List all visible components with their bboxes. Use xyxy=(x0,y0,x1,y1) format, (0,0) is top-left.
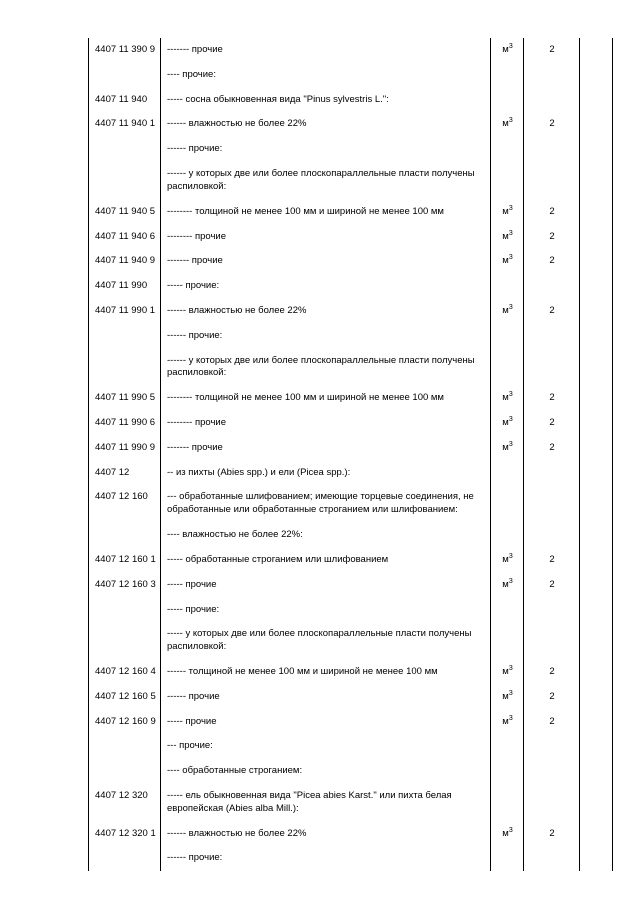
tariff-extra-cell xyxy=(580,137,613,162)
table-row xyxy=(89,759,613,784)
tariff-rate-cell xyxy=(524,274,580,299)
tariff-description-cell: ------ прочие: xyxy=(161,137,491,162)
unit-superscript: 3 xyxy=(508,577,513,585)
tariff-unit-cell xyxy=(491,846,524,871)
tariff-rate-cell: 2 xyxy=(524,822,580,847)
tariff-code-cell: 4407 11 990 9 xyxy=(89,436,161,461)
tariff-rate-cell xyxy=(524,461,580,486)
tariff-code-cell: 4407 11 940 5 xyxy=(89,200,161,225)
tariff-extra-cell xyxy=(580,436,613,461)
tariff-description-cell: ---- обработанные строганием: xyxy=(161,759,491,784)
tariff-extra-cell xyxy=(580,784,613,822)
table-row xyxy=(89,548,613,573)
tariff-description-cell: ------ прочие: xyxy=(161,846,491,871)
tariff-rate-cell: 2 xyxy=(524,249,580,274)
tariff-description-cell: -- из пихты (Abies spp.) и ели (Picea spp.): xyxy=(161,461,491,486)
table-row xyxy=(89,436,613,461)
tariff-unit-cell xyxy=(491,162,524,200)
unit-superscript: 3 xyxy=(508,440,513,448)
tariff-unit-cell: $м^3$ xyxy=(491,822,524,847)
tariff-code-cell: 4407 11 940 1 xyxy=(89,112,161,137)
tariff-description-cell: ------ толщиной не менее 100 мм и шириной не менее 100 мм xyxy=(161,660,491,685)
tariff-code-cell: 4407 12 160 3 xyxy=(89,573,161,598)
tariff-rate-cell: 2 xyxy=(524,38,580,63)
table-row xyxy=(89,112,613,137)
unit-superscript: 3 xyxy=(508,689,513,697)
tariff-unit-cell: $м^3$ xyxy=(491,299,524,324)
table-row xyxy=(89,349,613,387)
table-row xyxy=(89,784,613,822)
tariff-rate-cell xyxy=(524,734,580,759)
tariff-description-cell: -------- прочие xyxy=(161,411,491,436)
tariff-description-cell: --- прочие: xyxy=(161,734,491,759)
tariff-rate-cell xyxy=(524,349,580,387)
tariff-code-cell: 4407 11 990 xyxy=(89,274,161,299)
tariff-extra-cell xyxy=(580,573,613,598)
tariff-description-cell: ------ влажностью не более 22% xyxy=(161,112,491,137)
tariff-unit-cell xyxy=(491,324,524,349)
tariff-description-cell: ------ влажностью не более 22% xyxy=(161,299,491,324)
tariff-extra-cell xyxy=(580,461,613,486)
tariff-code-cell xyxy=(89,162,161,200)
tariff-code-cell: 4407 11 990 5 xyxy=(89,386,161,411)
tariff-code-cell xyxy=(89,846,161,871)
tariff-rate-cell xyxy=(524,162,580,200)
unit-superscript: 3 xyxy=(508,229,513,237)
unit-superscript: 3 xyxy=(508,552,513,560)
unit-superscript: 3 xyxy=(508,117,513,125)
tariff-unit-cell xyxy=(491,461,524,486)
tariff-extra-cell xyxy=(580,88,613,113)
tariff-extra-cell xyxy=(580,548,613,573)
tariff-unit-cell xyxy=(491,349,524,387)
tariff-rate-cell xyxy=(524,598,580,623)
tariff-extra-cell xyxy=(580,386,613,411)
tariff-unit-cell xyxy=(491,63,524,88)
tariff-rate-cell xyxy=(524,523,580,548)
tariff-unit-cell xyxy=(491,274,524,299)
tariff-rate-cell: 2 xyxy=(524,411,580,436)
table-row xyxy=(89,386,613,411)
tariff-extra-cell xyxy=(580,710,613,735)
tariff-extra-cell xyxy=(580,734,613,759)
tariff-description-cell: --- обработанные шлифованием; имеющие торцевые соединения, не обработанные или обработанные строганием или шлифованием: xyxy=(161,485,491,523)
tariff-unit-cell: $м^3$ xyxy=(491,112,524,137)
tariff-description-cell: ---- прочие: xyxy=(161,63,491,88)
tariff-rate-cell: 2 xyxy=(524,200,580,225)
tariff-rate-cell: 2 xyxy=(524,436,580,461)
tariff-unit-cell: $м^3$ xyxy=(491,411,524,436)
tariff-rate-cell xyxy=(524,63,580,88)
tariff-code-cell: 4407 12 160 4 xyxy=(89,660,161,685)
unit-superscript: 3 xyxy=(508,664,513,672)
tariff-extra-cell xyxy=(580,598,613,623)
tariff-code-cell: 4407 12 xyxy=(89,461,161,486)
tariff-extra-cell xyxy=(580,822,613,847)
tariff-description-cell: ----- прочие: xyxy=(161,274,491,299)
unit-superscript: 3 xyxy=(508,42,513,50)
tariff-code-cell: 4407 11 940 9 xyxy=(89,249,161,274)
unit-superscript: 3 xyxy=(508,204,513,212)
tariff-unit-cell: $м^3$ xyxy=(491,225,524,250)
tariff-description-cell: ----- сосна обыкновенная вида "Pinus sylvestris L.": xyxy=(161,88,491,113)
tariff-description-cell: ----- прочие xyxy=(161,710,491,735)
table-row xyxy=(89,822,613,847)
tariff-description-cell: ------- прочие xyxy=(161,38,491,63)
tariff-description-cell: -------- толщиной не менее 100 мм и шириной не менее 100 мм xyxy=(161,200,491,225)
tariff-description-cell: ---- влажностью не более 22%: xyxy=(161,523,491,548)
tariff-code-cell: 4407 12 160 xyxy=(89,485,161,523)
tariff-code-cell: 4407 12 160 1 xyxy=(89,548,161,573)
tariff-code-cell: 4407 11 940 6 xyxy=(89,225,161,250)
table-row xyxy=(89,734,613,759)
tariff-code-cell: 4407 11 990 1 xyxy=(89,299,161,324)
tariff-code-cell xyxy=(89,137,161,162)
tariff-unit-cell xyxy=(491,88,524,113)
tariff-unit-cell: $м^3$ xyxy=(491,249,524,274)
tariff-description-cell: ------- прочие xyxy=(161,436,491,461)
unit-superscript: 3 xyxy=(508,303,513,311)
table-row xyxy=(89,63,613,88)
tariff-unit-cell xyxy=(491,137,524,162)
table-row xyxy=(89,200,613,225)
tariff-extra-cell xyxy=(580,349,613,387)
table-row xyxy=(89,162,613,200)
tariff-description-cell: ----- обработанные строганием или шлифованием xyxy=(161,548,491,573)
tariff-unit-cell xyxy=(491,784,524,822)
tariff-code-cell xyxy=(89,324,161,349)
tariff-code-cell xyxy=(89,523,161,548)
tariff-rate-cell: 2 xyxy=(524,112,580,137)
tariff-description-cell: ------ прочие: xyxy=(161,324,491,349)
table-row xyxy=(89,598,613,623)
unit-superscript: 3 xyxy=(508,826,513,834)
tariff-code-cell xyxy=(89,734,161,759)
tariff-unit-cell xyxy=(491,759,524,784)
tariff-description-cell: ------ прочие xyxy=(161,685,491,710)
tariff-rate-cell xyxy=(524,88,580,113)
tariff-description-cell: ------ у которых две или более плоскопараллельные пласти получены распиловкой: xyxy=(161,162,491,200)
table-row xyxy=(89,225,613,250)
table-row xyxy=(89,461,613,486)
tariff-rate-cell xyxy=(524,622,580,660)
tariff-rate-cell: 2 xyxy=(524,386,580,411)
tariff-extra-cell xyxy=(580,324,613,349)
tariff-extra-cell xyxy=(580,846,613,871)
tariff-rate-cell: 2 xyxy=(524,548,580,573)
tariff-description-cell: ----- прочие: xyxy=(161,598,491,623)
table-row xyxy=(89,88,613,113)
tariff-code-cell: 4407 12 160 5 xyxy=(89,685,161,710)
tariff-code-cell xyxy=(89,598,161,623)
tariff-description-cell: ------ у которых две или более плоскопараллельные пласти получены распиловкой: xyxy=(161,349,491,387)
tariff-extra-cell xyxy=(580,299,613,324)
table-row xyxy=(89,485,613,523)
tariff-rate-cell: 2 xyxy=(524,660,580,685)
tariff-code-cell: 4407 12 320 xyxy=(89,784,161,822)
tariff-code-cell: 4407 12 160 9 xyxy=(89,710,161,735)
tariff-rate-cell xyxy=(524,485,580,523)
tariff-code-cell xyxy=(89,349,161,387)
table-row xyxy=(89,622,613,660)
tariff-description-cell: ----- ель обыкновенная вида "Picea abies Karst." или пихта белая европейская (Abies alba Mill.): xyxy=(161,784,491,822)
tariff-extra-cell xyxy=(580,225,613,250)
tariff-extra-cell xyxy=(580,685,613,710)
table-row xyxy=(89,137,613,162)
tariff-rate-cell: 2 xyxy=(524,225,580,250)
tariff-table-body xyxy=(89,38,613,871)
tariff-extra-cell xyxy=(580,249,613,274)
tariff-unit-cell: $м^3$ xyxy=(491,386,524,411)
tariff-unit-cell xyxy=(491,622,524,660)
tariff-code-cell: 4407 11 990 6 xyxy=(89,411,161,436)
tariff-extra-cell xyxy=(580,112,613,137)
tariff-extra-cell xyxy=(580,523,613,548)
tariff-unit-cell xyxy=(491,523,524,548)
tariff-description-cell: ----- у которых две или более плоскопараллельные пласти получены распиловкой: xyxy=(161,622,491,660)
unit-superscript: 3 xyxy=(508,254,513,262)
tariff-code-cell: 4407 11 390 9 xyxy=(89,38,161,63)
tariff-extra-cell xyxy=(580,485,613,523)
tariff-unit-cell xyxy=(491,598,524,623)
tariff-code-cell xyxy=(89,622,161,660)
tariff-code-cell xyxy=(89,759,161,784)
tariff-extra-cell xyxy=(580,38,613,63)
table-row xyxy=(89,411,613,436)
tariff-description-cell: ------- прочие xyxy=(161,249,491,274)
table-row xyxy=(89,846,613,871)
tariff-extra-cell xyxy=(580,411,613,436)
unit-superscript: 3 xyxy=(508,391,513,399)
tariff-extra-cell xyxy=(580,622,613,660)
tariff-description-cell: ------ влажностью не более 22% xyxy=(161,822,491,847)
tariff-unit-cell xyxy=(491,485,524,523)
tariff-table xyxy=(88,38,613,871)
tariff-description-cell: -------- толщиной не менее 100 мм и шириной не менее 100 мм xyxy=(161,386,491,411)
tariff-unit-cell: $м^3$ xyxy=(491,548,524,573)
unit-superscript: 3 xyxy=(508,714,513,722)
tariff-description-cell: -------- прочие xyxy=(161,225,491,250)
tariff-extra-cell xyxy=(580,162,613,200)
tariff-rate-cell xyxy=(524,759,580,784)
table-row xyxy=(89,38,613,63)
table-row xyxy=(89,324,613,349)
tariff-unit-cell: $м^3$ xyxy=(491,38,524,63)
tariff-code-cell: 4407 11 940 xyxy=(89,88,161,113)
tariff-unit-cell: $м^3$ xyxy=(491,685,524,710)
tariff-extra-cell xyxy=(580,274,613,299)
unit-superscript: 3 xyxy=(508,415,513,423)
tariff-description-cell: ----- прочие xyxy=(161,573,491,598)
tariff-unit-cell xyxy=(491,734,524,759)
tariff-unit-cell: $м^3$ xyxy=(491,710,524,735)
tariff-code-cell: 4407 12 320 1 xyxy=(89,822,161,847)
table-row xyxy=(89,685,613,710)
tariff-rate-cell: 2 xyxy=(524,710,580,735)
table-row xyxy=(89,710,613,735)
tariff-rate-cell: 2 xyxy=(524,299,580,324)
tariff-rate-cell xyxy=(524,784,580,822)
table-row xyxy=(89,523,613,548)
tariff-unit-cell: $м^3$ xyxy=(491,660,524,685)
tariff-unit-cell: $м^3$ xyxy=(491,573,524,598)
tariff-rate-cell xyxy=(524,846,580,871)
tariff-rate-cell: 2 xyxy=(524,685,580,710)
tariff-rate-cell: 2 xyxy=(524,573,580,598)
table-row xyxy=(89,274,613,299)
tariff-unit-cell: $м^3$ xyxy=(491,436,524,461)
tariff-extra-cell xyxy=(580,759,613,784)
tariff-rate-cell xyxy=(524,324,580,349)
tariff-extra-cell xyxy=(580,200,613,225)
tariff-extra-cell xyxy=(580,660,613,685)
tariff-unit-cell: $м^3$ xyxy=(491,200,524,225)
tariff-code-cell xyxy=(89,63,161,88)
tariff-rate-cell xyxy=(524,137,580,162)
table-row xyxy=(89,660,613,685)
table-row xyxy=(89,299,613,324)
tariff-extra-cell xyxy=(580,63,613,88)
table-row xyxy=(89,249,613,274)
table-row xyxy=(89,573,613,598)
